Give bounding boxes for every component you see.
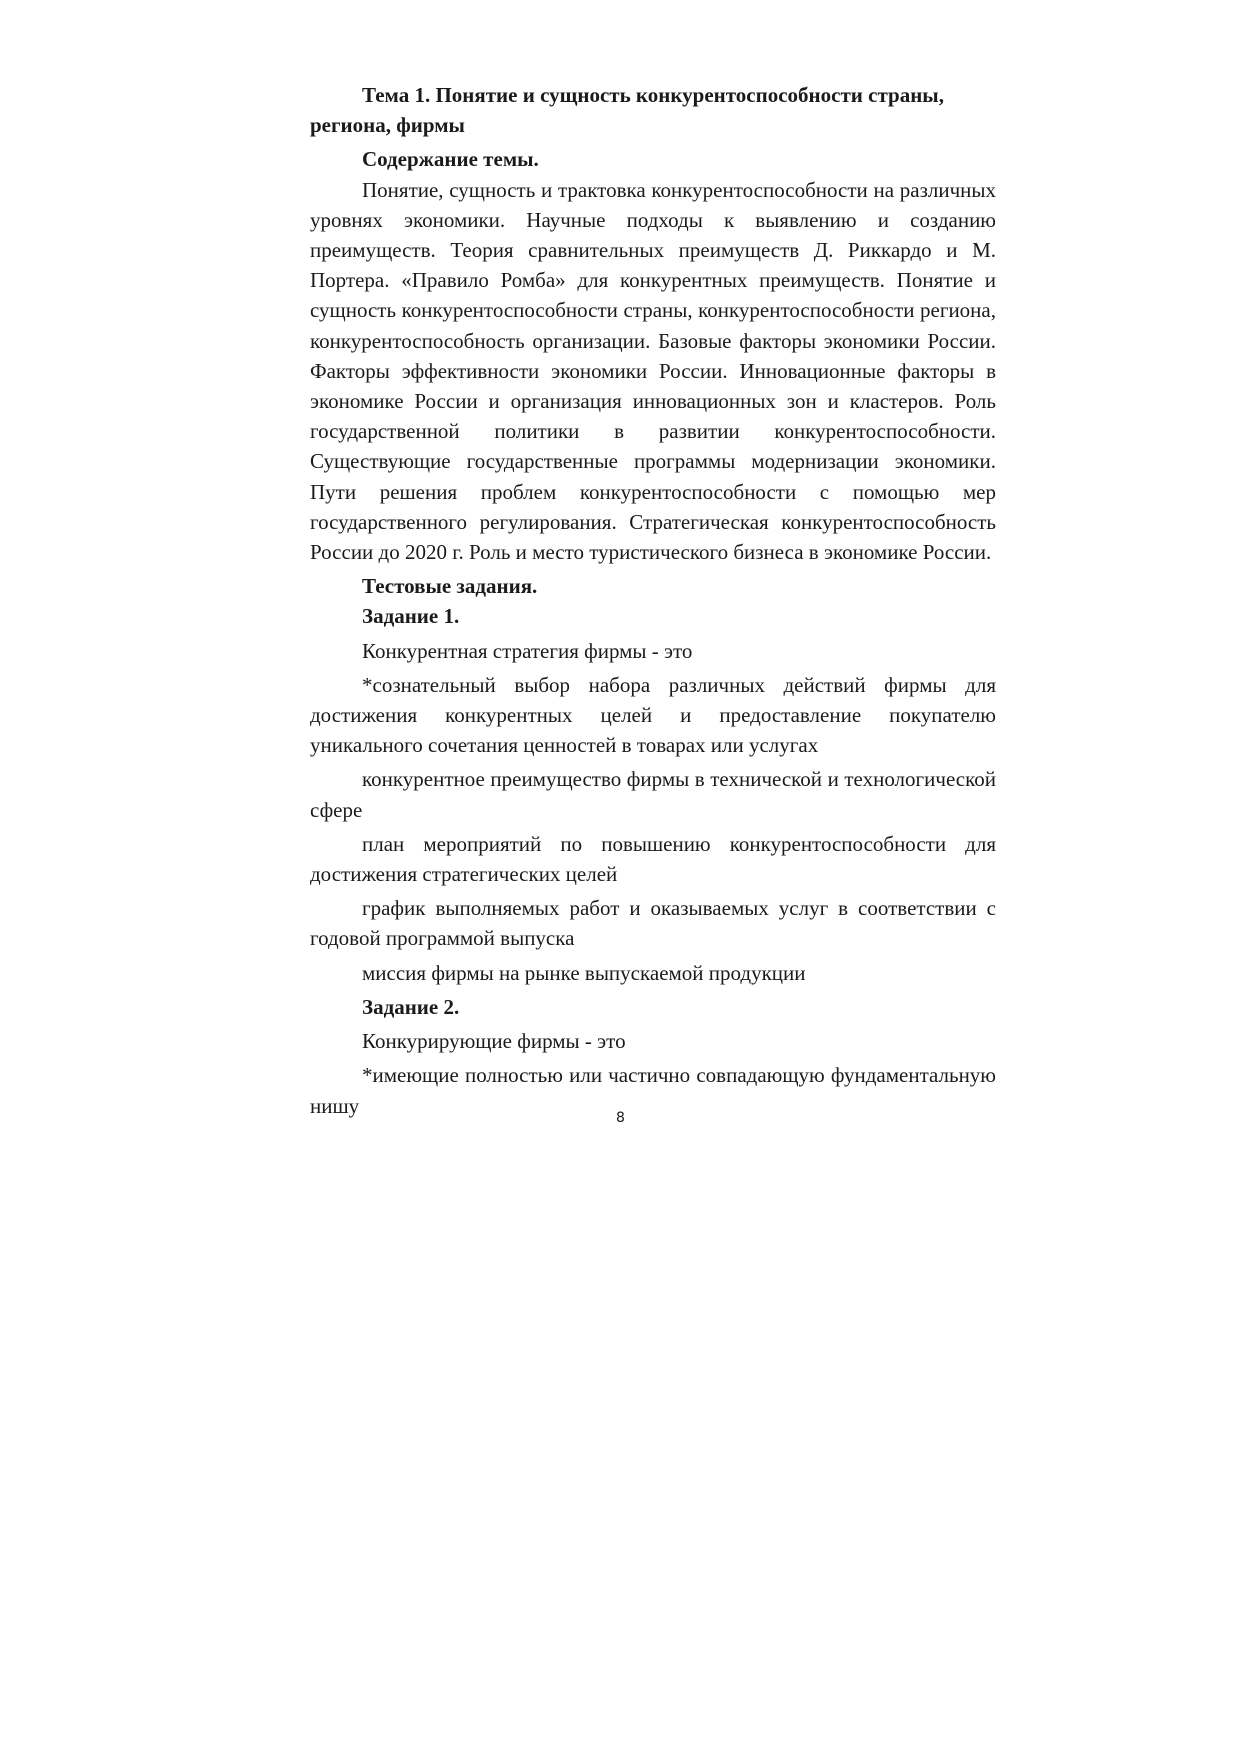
content-heading: Содержание темы. [362,147,539,172]
task1-option-3: план мероприятий по повышению конкурентоспособности для достижения стратегических целей [310,831,996,887]
task2-option-1: *имеющие полностью или частично совпадающую фундаментальную нишу [310,1063,996,1118]
content-paragraph: Понятие, сущность и трактовка конкурентоспособности на различных уровнях экономики. Научные подходы к выявлению и созданию преимуществ. Теория сравнительных преимуществ Д. Риккардо и М. Портера. «Правило Ромба» для конкурентных преимуществ. Понятие и сущность конкурентоспособности страны, конкурентоспособности региона, конкурентоспособность организации. Базовые факторы экономики России. Факторы эффективности экономики России. Инновационные факторы в экономике России и организация инновационных зон и кластеров. Роль государственной политики в развитии конкурентоспособности. Существующие государственные программы модернизации экономики. Пути решения проблем конкурентоспособности с помощью мер государственного регулирования. Стратегическая конкурентоспособность России до 2020 г. Роль и место туристического бизнеса в экономике России. [310,177,996,565]
document-page [310,80,996,1121]
task1-heading: Задание 1. [362,604,460,629]
topic-title: Тема 1. Понятие и сущность конкурентоспособности страны, региона, фирмы [310,83,944,138]
page-number: 8 [616,1110,625,1126]
task1-option-5: миссия фирмы на рынке выпускаемой продукции [362,960,806,985]
task1-option-4: график выполняемых работ и оказываемых услуг в соответствии с годовой программой выпуска [310,896,996,951]
task1-option-2: конкурентное преимущество фирмы в технической и технологической сфере [310,767,996,822]
tests-heading: Тестовые задания. [362,574,538,599]
task2-heading: Задание 2. [362,994,460,1019]
task1-question: Конкурентная стратегия фирмы - это [362,638,693,663]
task2-question: Конкурирующие фирмы - это [362,1029,626,1054]
task1-option-1: *сознательный выбор набора различных действий фирмы для достижения конкурентных целей и предоставление покупателю уникального сочетания ценностей в товарах или услугах [310,672,996,758]
